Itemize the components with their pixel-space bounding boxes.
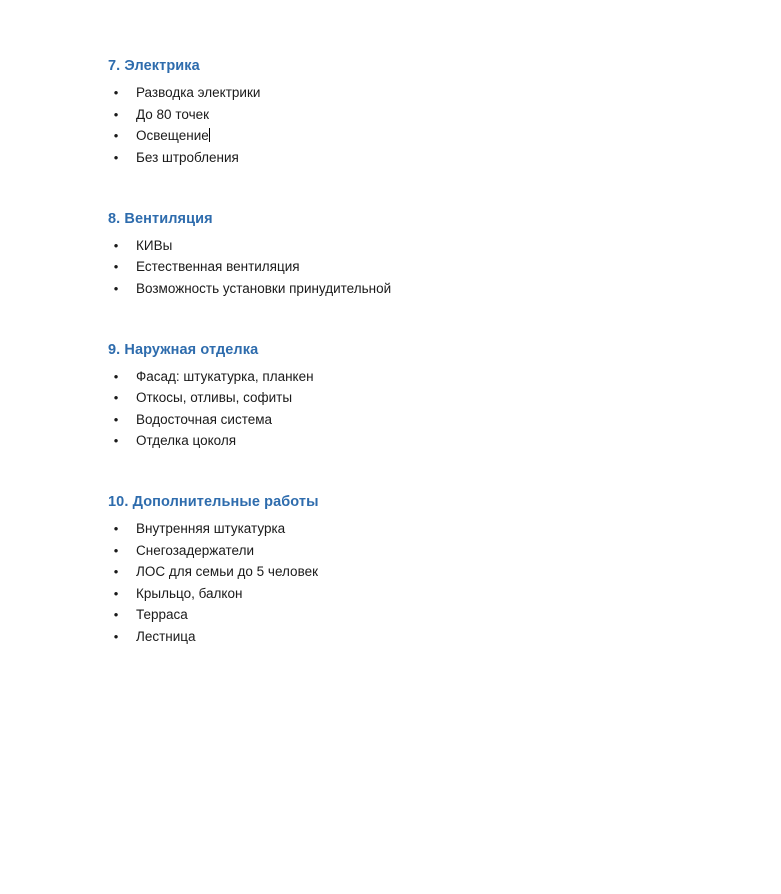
bullet-icon: • xyxy=(113,106,119,122)
bullet-list xyxy=(108,518,708,647)
bullet-icon: • xyxy=(113,237,119,253)
bullet-icon: • xyxy=(113,433,119,448)
bullet-icon: • xyxy=(113,564,119,579)
section-heading: 9. Наружная отделка xyxy=(108,341,259,358)
list-item[interactable] xyxy=(108,366,708,387)
bullet-icon: • xyxy=(113,149,119,165)
list-item-text: Отделка цоколя xyxy=(136,433,237,448)
list-item-text: Снегозадержатели xyxy=(136,542,255,558)
list-item[interactable] xyxy=(108,540,708,561)
list-item-text: Внутренняя штукатурка xyxy=(136,521,286,536)
bullet-icon: • xyxy=(113,521,119,536)
section-spacer xyxy=(108,479,708,492)
bullet-icon: • xyxy=(113,85,119,100)
list-item[interactable] xyxy=(108,561,708,582)
bullet-list xyxy=(108,366,708,452)
list-item[interactable] xyxy=(108,604,708,625)
bullet-icon: • xyxy=(113,390,119,405)
text-cursor xyxy=(209,128,210,142)
bullet-icon: • xyxy=(113,368,119,384)
bullet-icon: • xyxy=(113,585,119,601)
list-item-text: До 80 точек xyxy=(136,106,210,122)
list-item-text: Освещение xyxy=(136,128,209,143)
list-item-text: Крыльцо, балкон xyxy=(136,585,243,601)
list-item-text: Водосточная система xyxy=(136,411,273,427)
list-item[interactable] xyxy=(108,82,708,103)
list-item-text: Возможность установки принудительной xyxy=(136,280,392,296)
bullet-icon: • xyxy=(113,628,119,644)
list-item-text: Без штробления xyxy=(136,149,239,165)
section-naruzhnaya-otdelka xyxy=(108,340,708,452)
bullet-icon: • xyxy=(113,542,119,558)
list-item[interactable] xyxy=(108,409,708,430)
section-heading: 10. Дополнительные работы xyxy=(108,494,319,510)
list-item[interactable] xyxy=(108,147,708,168)
list-item-text: Разводка электрики xyxy=(136,85,261,100)
list-item-text: Естественная вентиляция xyxy=(136,259,300,274)
list-item-text: Откосы, отливы, софиты xyxy=(136,390,293,405)
list-item[interactable] xyxy=(108,125,708,146)
bullet-icon: • xyxy=(113,128,119,143)
list-item[interactable] xyxy=(108,387,708,408)
list-item[interactable] xyxy=(108,518,708,539)
list-item-text: КИВы xyxy=(136,237,173,253)
list-item-text: Терраса xyxy=(136,607,188,622)
list-item[interactable] xyxy=(108,235,708,256)
bullet-icon: • xyxy=(113,607,119,622)
section-heading: 7. Электрика xyxy=(108,58,200,74)
list-item[interactable] xyxy=(108,430,708,451)
list-item[interactable] xyxy=(108,626,708,647)
bullet-list xyxy=(108,82,708,168)
bullet-list xyxy=(108,235,708,299)
section-spacer xyxy=(108,327,708,340)
bullet-icon: • xyxy=(113,411,119,427)
list-item-text: Лестница xyxy=(136,628,196,644)
list-item[interactable] xyxy=(108,278,708,299)
list-item[interactable] xyxy=(108,583,708,604)
bullet-icon: • xyxy=(113,259,119,274)
section-heading: 8. Вентиляция xyxy=(108,210,213,227)
section-ventilyaciya xyxy=(108,209,708,299)
bullet-icon: • xyxy=(113,280,119,296)
document-body[interactable] xyxy=(108,56,708,647)
list-item-text: Фасад: штукатурка, планкен xyxy=(136,368,314,384)
list-item[interactable] xyxy=(108,104,708,125)
section-spacer xyxy=(108,196,708,209)
section-electrika xyxy=(108,56,708,168)
list-item[interactable] xyxy=(108,256,708,277)
list-item-text: ЛОС для семьи до 5 человек xyxy=(136,564,318,579)
section-dopolnitelnye-raboty xyxy=(108,492,708,647)
